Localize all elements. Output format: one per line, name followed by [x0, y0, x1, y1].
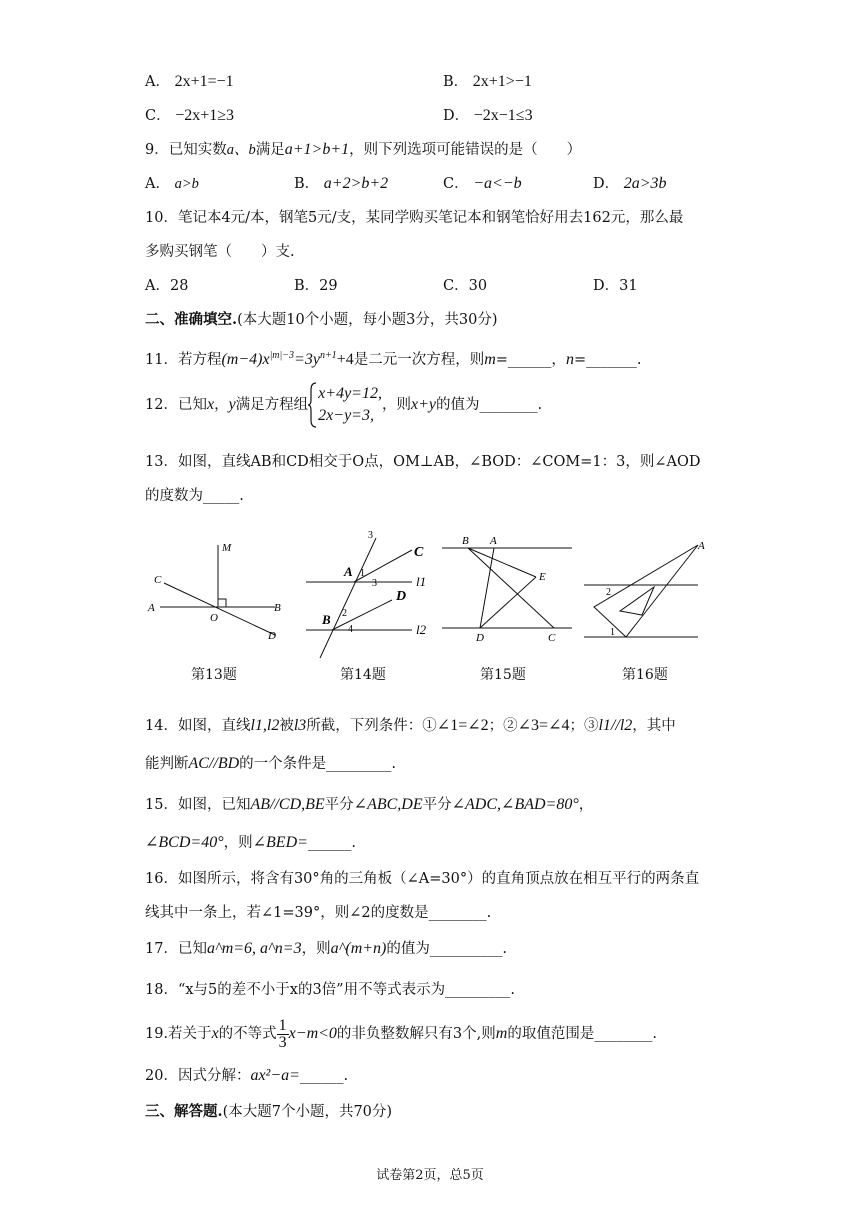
figure-16	[580, 535, 720, 645]
fig13-label-m: M	[222, 542, 232, 554]
q18-stem: 18．“x与5的差不小于x的3倍”用不等式表示为_________.	[145, 982, 515, 998]
fig14-label-1: 1	[360, 568, 365, 579]
q13-stem-line2: 的度数为_____.	[145, 488, 244, 504]
q13-stem-line1: 13．如图，直线AB和CD相交于O点，OM⊥AB，∠BOD：∠COM=1：3，则∠AOD	[145, 454, 701, 470]
q8-option-c: C． −2x+1≥3	[145, 107, 235, 124]
q11-stem: 11．若方程$(m-4)x^{|m|-3}=3y^{n+1}+4$是二元一次方程，则m=______，n=_______.	[145, 350, 642, 368]
q16-stem-line1: 16．如图所示，将含有30°角的三角板（∠A=30°）的直角顶点放在相互平行的两条直	[145, 871, 700, 887]
caption-fig16: 第16题	[622, 667, 668, 683]
q14-stem-line2: 能判断AC//BD的一个条件是_________.	[145, 755, 397, 772]
fig15-label-c: C	[548, 632, 556, 644]
q19-stem: 19.若关于x的不等式 $\frac{1}{3}$ x−m<0的非负整数解只有3个,则m的取值范围是________.	[145, 1016, 657, 1051]
fig14-label-3-top: 3	[368, 530, 373, 541]
fig15-label-b: B	[462, 535, 469, 547]
fraction-one-third: $\frac{1}{3}$	[278, 1016, 287, 1051]
q15-stem-line2: ∠BCD=40°，则∠BED=______.	[145, 834, 357, 851]
fig14-label-3: 3	[372, 578, 377, 589]
q9-stem: 9．已知实数a、b满足a+1>b+1，则下列选项可能错误的是（ ）	[145, 141, 582, 158]
fig14-label-l1: l1	[416, 574, 427, 589]
fig14-label-c: C	[414, 545, 424, 560]
q8-option-a: A． 2x+1=−1	[145, 73, 234, 90]
q16-stem-line2: 线其中一条上，若∠1=39°，则∠2的度数是________.	[145, 905, 492, 921]
fig16-label-a: A	[698, 540, 705, 552]
q9-option-a: A． a>b	[145, 176, 199, 192]
q10-option-a: A．28	[145, 278, 189, 294]
fig14-label-a: A	[344, 564, 353, 579]
q9-option-c: C． −a<−b	[443, 175, 522, 192]
q10-option-c: C．30	[443, 278, 488, 294]
q9-option-b: B． a+2>b+2	[294, 175, 389, 192]
q15-stem-line1: 15．如图，已知AB//CD,BE平分∠ABC,DE平分∠ADC,∠BAD=80°，	[145, 796, 594, 813]
fig14-label-4: 4	[348, 624, 353, 635]
fig13-label-b: B	[274, 602, 281, 614]
q14-stem-line1: 14．如图，直线l1,l2被l3所截，下列条件：①∠1=∠2；②∠3=∠4；③l1//l2，其中	[145, 717, 676, 734]
caption-fig14: 第14题	[340, 667, 386, 683]
fig14-label-b: B	[322, 612, 331, 627]
figure-14	[300, 528, 440, 660]
q9-option-d: D． 2a>3b	[593, 175, 667, 192]
q20-stem: 20．因式分解：ax²−a=______.	[145, 1067, 349, 1084]
fig14-label-2: 2	[342, 608, 347, 619]
q8-option-b: B． 2x+1>−1	[443, 73, 532, 90]
system-brace-icon	[308, 382, 318, 428]
fig16-label-2: 2	[606, 587, 611, 598]
q12-stem: 12．已知x，y满足方程组 x+4y=12, 2x−y=3, ，则x+y的值为________.	[145, 382, 542, 428]
fig14-label-l2: l2	[416, 622, 427, 637]
caption-fig15: 第15题	[480, 667, 526, 683]
fig14-label-d: D	[396, 589, 407, 604]
fig13-label-c: C	[154, 574, 162, 586]
q10-stem-line2: 多购买钢笔（ ）支.	[145, 244, 295, 260]
section-2-heading: 二、准确填空.(本大题10个小题，每小题3分，共30分)	[145, 311, 498, 328]
fig16-label-1: 1	[610, 627, 615, 638]
q17-stem: 17．已知a^m=6, a^n=3，则a^(m+n)的值为__________.	[145, 940, 507, 957]
fig13-label-a: A	[148, 602, 155, 614]
page-footer: 试卷第2页，总5页	[376, 1168, 484, 1183]
q8-option-d: D． −2x−1≤3	[443, 107, 533, 124]
equation-system: x+4y=12, 2x−y=3,	[318, 385, 382, 424]
fig13-label-o: O	[210, 612, 218, 624]
q10-option-b: B．29	[294, 278, 338, 294]
figure-13	[140, 535, 290, 645]
q10-option-d: D．31	[593, 278, 638, 294]
fig13-label-d: D	[268, 630, 276, 642]
q10-stem-line1: 10．笔记本4元/本，钢笔5元/支，某同学购买笔记本和钢笔恰好用去162元，那么最	[145, 210, 684, 226]
section-3-heading: 三、解答题.(本大题7个小题，共70分)	[145, 1103, 393, 1120]
fig15-label-d: D	[476, 632, 484, 644]
caption-fig13: 第13题	[191, 667, 237, 683]
fig15-label-e: E	[539, 571, 546, 583]
fig15-label-a: A	[490, 535, 497, 547]
figure-15	[438, 532, 578, 644]
